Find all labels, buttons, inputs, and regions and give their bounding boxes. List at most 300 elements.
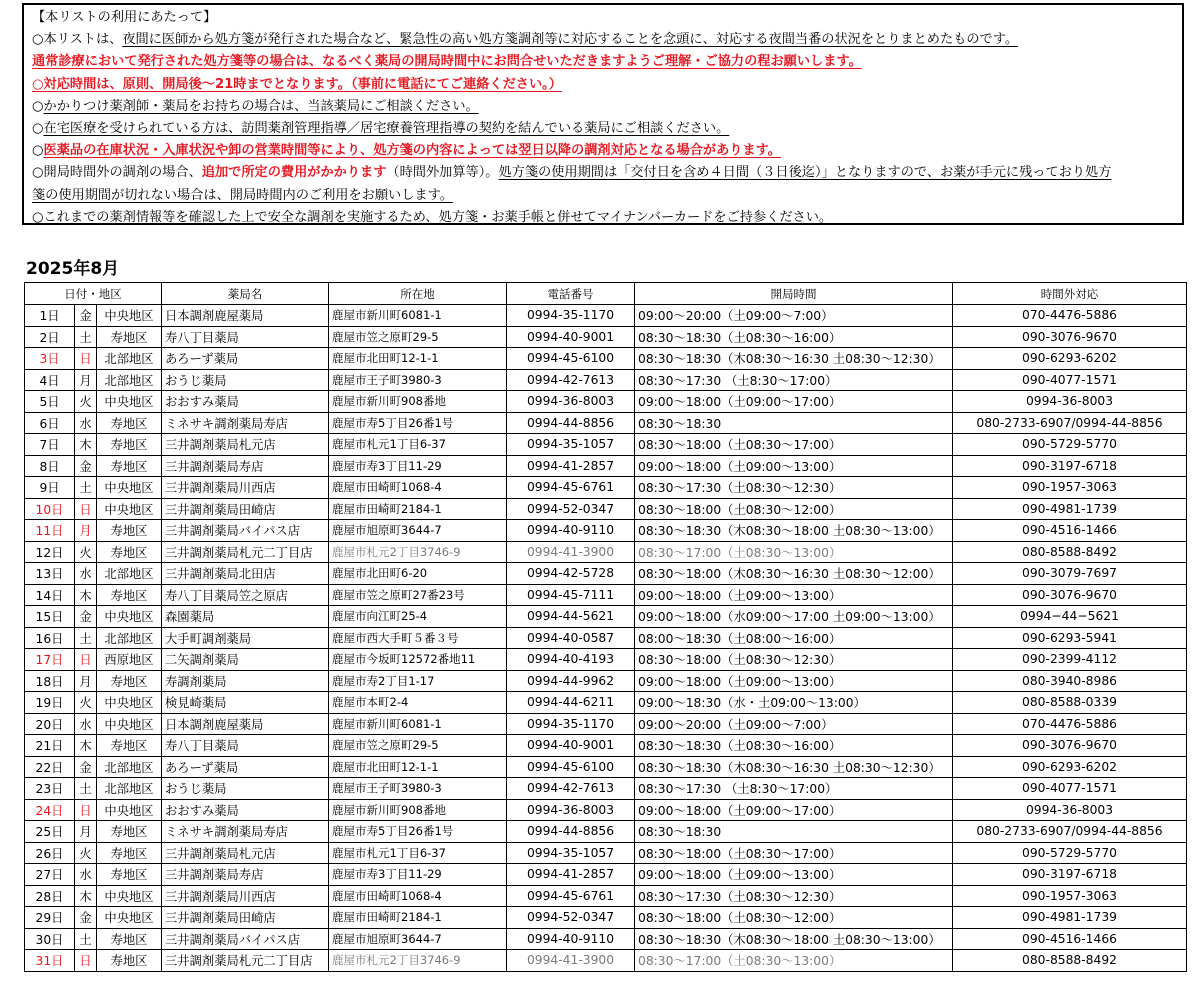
weekday-cell: 日 [75,649,97,671]
notice-text: 処方箋の使用期間は「交付日を含め４日間（３日後迄）」となりますので、お薬が手元に残っており処方 [498,165,1112,181]
address-cell: 鹿屋市北田町12-1-1 [329,348,507,370]
after-hours-cell: 090-3076-9670 [953,584,1187,606]
area-cell: 中央地区 [97,606,162,628]
after-hours-cell: 080-3940-8986 [953,670,1187,692]
hours-cell: 08:30〜17:30 （土8:30〜17:00） [635,369,953,391]
hours-cell: 08:30〜17:00（土08:30〜13:00） [635,950,953,972]
after-hours-cell: 090-4981-1739 [953,907,1187,929]
tel-cell: 0994-35-1170 [507,305,635,327]
after-hours-cell: 090-4077-1571 [953,369,1187,391]
weekday-cell: 水 [75,563,97,585]
pharmacy-name-cell: 三井調剤薬局バイパス店 [162,928,329,950]
table-row [25,520,1187,542]
address-cell: 鹿屋市向江町25-4 [329,606,507,628]
tel-cell: 0994-45-6100 [507,348,635,370]
address-cell: 鹿屋市王子町3980-3 [329,778,507,800]
address-cell: 鹿屋市笠之原町29-5 [329,326,507,348]
weekday-cell: 木 [75,735,97,757]
hours-cell: 08:30〜17:30 （土8:30〜17:00） [635,778,953,800]
tel-cell: 0994-41-3900 [507,950,635,972]
table-row [25,541,1187,563]
weekday-cell: 金 [75,606,97,628]
weekday-cell: 水 [75,412,97,434]
after-hours-cell: 090-4516-1466 [953,928,1187,950]
area-cell: 寿地区 [97,928,162,950]
tel-cell: 0994-41-2857 [507,455,635,477]
address-cell: 鹿屋市新川町908番地 [329,799,507,821]
hours-cell: 08:30〜18:30（木08:30〜18:00 土08:30〜13:00） [635,520,953,542]
hours-cell: 09:00〜18:00（土09:00〜13:00） [635,455,953,477]
tel-cell: 0994-40-9110 [507,520,635,542]
area-cell: 北部地区 [97,756,162,778]
area-cell: 北部地区 [97,369,162,391]
weekday-cell: 日 [75,950,97,972]
date-cell: 4日 [25,369,75,391]
weekday-cell: 月 [75,670,97,692]
tel-cell: 0994-44-9962 [507,670,635,692]
weekday-cell: 火 [75,391,97,413]
tel-cell: 0994-44-8856 [507,412,635,434]
pharmacy-name-cell: 三井調剤薬局札元二丁目店 [162,950,329,972]
address-cell: 鹿屋市寿5丁目26番1号 [329,821,507,843]
address-cell: 鹿屋市本町2-4 [329,692,507,714]
hours-cell: 08:00〜18:30（土08:00〜16:00） [635,627,953,649]
after-hours-cell: 090-5729-5770 [953,842,1187,864]
after-hours-cell: 090-1957-3063 [953,885,1187,907]
notice-line [32,118,1174,140]
notice-text: 通常診療において発行された処方箋等の場合は、なるべく薬局の開局時間中にお問合せいただきますようご理解・ご協力の程お願いします。 [32,54,862,70]
page-title: 2025年8月 [26,259,120,279]
area-cell: 中央地区 [97,713,162,735]
weekday-cell: 金 [75,756,97,778]
after-hours-cell: 080-2733-6907/0994-44-8856 [953,821,1187,843]
weekday-cell: 日 [75,348,97,370]
area-cell: 北部地区 [97,563,162,585]
tel-cell: 0994-35-1170 [507,713,635,735]
address-cell: 鹿屋市北田町12-1-1 [329,756,507,778]
hours-cell: 08:30〜18:30（土08:30〜16:00） [635,326,953,348]
weekday-cell: 火 [75,541,97,563]
hours-cell: 09:00〜20:00（土09:00〜7:00） [635,305,953,327]
address-cell: 鹿屋市新川町908番地 [329,391,507,413]
date-cell: 16日 [25,627,75,649]
pharmacy-name-cell: 寿調剤薬局 [162,670,329,692]
pharmacy-name-cell: 三井調剤薬局川西店 [162,477,329,499]
hours-cell: 08:30〜18:30（木08:30〜16:30 土08:30〜12:30） [635,348,953,370]
hours-cell: 08:30〜18:00（土08:30〜12:30） [635,649,953,671]
hours-cell: 08:30〜18:00（木08:30〜16:30 土08:30〜12:00） [635,563,953,585]
address-cell: 鹿屋市寿5丁目26番1号 [329,412,507,434]
tel-cell: 0994-41-2857 [507,864,635,886]
weekday-cell: 水 [75,713,97,735]
after-hours-cell: 090-6293-5941 [953,627,1187,649]
pharmacy-name-cell: 三井調剤薬局川西店 [162,885,329,907]
tel-cell: 0994-45-6100 [507,756,635,778]
hours-cell: 08:30〜17:30（土08:30〜12:30） [635,885,953,907]
date-cell: 20日 [25,713,75,735]
table-row [25,885,1187,907]
tel-cell: 0994-52-0347 [507,907,635,929]
date-cell: 17日 [25,649,75,671]
notice-text: ○これまでの薬剤情報等を確認した上で安全な調剤を実施するため、処方箋・お薬手帳と併せてマイナンバーカードをご持参ください。 [32,209,833,225]
pharmacy-name-cell: 二矢調剤薬局 [162,649,329,671]
pharmacy-name-cell: おうじ薬局 [162,369,329,391]
after-hours-cell: 070-4476-5886 [953,713,1187,735]
table-row [25,305,1187,327]
date-cell: 30日 [25,928,75,950]
address-cell: 鹿屋市笠之原町27番23号 [329,584,507,606]
area-cell: 中央地区 [97,391,162,413]
tel-cell: 0994-42-7613 [507,369,635,391]
notice-line [32,29,1174,51]
weekday-cell: 日 [75,799,97,821]
after-hours-cell: 080-8588-0339 [953,692,1187,714]
weekday-cell: 金 [75,305,97,327]
date-cell: 12日 [25,541,75,563]
address-cell: 鹿屋市田崎町2184-1 [329,907,507,929]
after-hours-cell: 070-4476-5886 [953,305,1187,327]
weekday-cell: 土 [75,326,97,348]
pharmacy-name-cell: 三井調剤薬局北田店 [162,563,329,585]
tel-cell: 0994-45-7111 [507,584,635,606]
pharmacy-name-cell: ミネサキ調剤薬局寿店 [162,412,329,434]
pharmacy-name-cell: 森園薬局 [162,606,329,628]
hours-cell: 09:00〜18:00（土09:00〜17:00） [635,799,953,821]
date-cell: 1日 [25,305,75,327]
notice-line [32,96,1174,118]
notice-text: かかりつけ薬剤師・薬局をお持ちの場合は、当該薬局にご相談ください。 [43,98,479,114]
tel-cell: 0994-40-9110 [507,928,635,950]
notice-line [32,74,1174,96]
after-hours-cell: 090-4981-1739 [953,498,1187,520]
pharmacy-name-cell: ミネサキ調剤薬局寿店 [162,821,329,843]
pharmacy-name-cell: 三井調剤薬局札元店 [162,842,329,864]
tel-cell: 0994-45-6761 [507,477,635,499]
tel-cell: 0994-45-6761 [507,885,635,907]
pharmacy-name-cell: おおすみ薬局 [162,799,329,821]
notice-text: ○本リストは、 [32,32,123,48]
notice-text: （時間外加算等）。 [386,165,499,181]
date-cell: 21日 [25,735,75,757]
weekday-cell: 火 [75,842,97,864]
address-cell: 鹿屋市新川町6081-1 [329,305,507,327]
area-cell: 中央地区 [97,799,162,821]
table-row [25,649,1187,671]
tel-cell: 0994-40-9001 [507,326,635,348]
address-cell: 鹿屋市新川町6081-1 [329,713,507,735]
date-cell: 18日 [25,670,75,692]
hours-cell: 08:30〜18:30（木08:30〜16:30 土08:30〜12:30） [635,756,953,778]
date-cell: 22日 [25,756,75,778]
date-cell: 24日 [25,799,75,821]
pharmacy-name-cell: 寿八丁目薬局 [162,326,329,348]
area-cell: 中央地区 [97,305,162,327]
table-row [25,692,1187,714]
after-hours-cell: 090-5729-5770 [953,434,1187,456]
pharmacy-name-cell: 三井調剤薬局田崎店 [162,907,329,929]
table-row [25,778,1187,800]
area-cell: 寿地区 [97,950,162,972]
table-row [25,369,1187,391]
weekday-cell: 月 [75,369,97,391]
after-hours-cell: 090-3197-6718 [953,455,1187,477]
notice-line [32,185,1174,207]
pharmacy-name-cell: おおすみ薬局 [162,391,329,413]
address-cell: 鹿屋市寿3丁目11-29 [329,864,507,886]
table-row [25,455,1187,477]
date-cell: 23日 [25,778,75,800]
address-cell: 鹿屋市田崎町2184-1 [329,498,507,520]
after-hours-cell: 080-2733-6907/0994-44-8856 [953,412,1187,434]
notice-text: 在宅医療を受けられている方は、訪問薬剤管理指導／居宅療養管理指導の契約を結んでいる薬局にご相談ください。 [43,121,730,137]
weekday-cell: 土 [75,928,97,950]
table-row [25,412,1187,434]
date-cell: 19日 [25,692,75,714]
hours-cell: 08:30〜18:00（土08:30〜17:00） [635,842,953,864]
notice-text: 夜間に医師から処方箋が発行された場合など、緊急性の高い処方箋調剤等に対応することを念頭に、対応する夜間当番の状況をとりまとめたものです。 [122,32,1019,48]
notice-line [32,140,1174,162]
tel-cell: 0994-40-9001 [507,735,635,757]
pharmacy-name-cell: 検見崎薬局 [162,692,329,714]
table-row [25,842,1187,864]
address-cell: 鹿屋市田崎町1068-4 [329,477,507,499]
header-name: 薬局名 [162,283,329,305]
pharmacy-name-cell: 寿八丁目薬局笠之原店 [162,584,329,606]
area-cell: 寿地区 [97,864,162,886]
area-cell: 中央地区 [97,907,162,929]
weekday-cell: 日 [75,498,97,520]
address-cell: 鹿屋市北田町6-20 [329,563,507,585]
area-cell: 寿地区 [97,584,162,606]
table-row [25,498,1187,520]
after-hours-cell: 080-8588-8492 [953,541,1187,563]
weekday-cell: 月 [75,520,97,542]
date-cell: 25日 [25,821,75,843]
after-hours-cell: 090-3076-9670 [953,326,1187,348]
table-row [25,563,1187,585]
hours-cell: 08:30〜17:00（土08:30〜13:00） [635,541,953,563]
address-cell: 鹿屋市寿3丁目11-29 [329,455,507,477]
tel-cell: 0994-36-8003 [507,799,635,821]
pharmacy-name-cell: 大手町調剤薬局 [162,627,329,649]
date-cell: 11日 [25,520,75,542]
weekday-cell: 土 [75,627,97,649]
table-header-row [25,283,1187,305]
date-cell: 8日 [25,455,75,477]
notice-line [32,207,1174,229]
address-cell: 鹿屋市西大手町５番３号 [329,627,507,649]
area-cell: 中央地区 [97,692,162,714]
hours-cell: 08:30〜18:00（土08:30〜12:00） [635,907,953,929]
weekday-cell: 木 [75,885,97,907]
date-cell: 7日 [25,434,75,456]
notice-text: ○ [32,121,44,137]
weekday-cell: 土 [75,778,97,800]
after-hours-cell: 090-3197-6718 [953,864,1187,886]
pharmacy-name-cell: 日本調剤鹿屋薬局 [162,305,329,327]
after-hours-cell: 090-4516-1466 [953,520,1187,542]
hours-cell: 08:30〜18:00（土08:30〜17:00） [635,434,953,456]
after-hours-cell: 080-8588-8492 [953,950,1187,972]
table-row [25,907,1187,929]
hours-cell: 08:30〜18:30 [635,412,953,434]
area-cell: 西原地区 [97,649,162,671]
table-row [25,756,1187,778]
weekday-cell: 木 [75,584,97,606]
tel-cell: 0994-40-0587 [507,627,635,649]
date-cell: 26日 [25,842,75,864]
after-hours-cell: 090-1957-3063 [953,477,1187,499]
area-cell: 中央地区 [97,477,162,499]
address-cell: 鹿屋市寿2丁目1-17 [329,670,507,692]
date-cell: 5日 [25,391,75,413]
notice-text: ○対応時間は、原則、開局後〜21時までとなります。（事前に電話にてご連絡ください。） [32,76,562,92]
pharmacy-name-cell: 三井調剤薬局寿店 [162,455,329,477]
address-cell: 鹿屋市今坂町12572番地11 [329,649,507,671]
weekday-cell: 水 [75,864,97,886]
notice-line [32,162,1174,184]
table-row [25,606,1187,628]
hours-cell: 09:00〜18:30（水・土09:00〜13:00） [635,692,953,714]
table-row [25,799,1187,821]
date-cell: 27日 [25,864,75,886]
address-cell: 鹿屋市笠之原町29-5 [329,735,507,757]
tel-cell: 0994-44-6211 [507,692,635,714]
date-cell: 14日 [25,584,75,606]
tel-cell: 0994-40-4193 [507,649,635,671]
tel-cell: 0994-44-5621 [507,606,635,628]
pharmacy-name-cell: 寿八丁目薬局 [162,735,329,757]
hours-cell: 09:00〜18:00（土09:00〜13:00） [635,670,953,692]
hours-cell: 09:00〜18:00（土09:00〜13:00） [635,864,953,886]
area-cell: 寿地区 [97,412,162,434]
address-cell: 鹿屋市札元2丁目3746-9 [329,950,507,972]
after-hours-cell: 0994-36-8003 [953,391,1187,413]
header-after-hours: 時間外対応 [953,283,1187,305]
area-cell: 寿地区 [97,821,162,843]
hours-cell: 09:00〜18:00（水09:00〜17:00 土09:00〜13:00） [635,606,953,628]
table-row [25,348,1187,370]
after-hours-cell: 090-4077-1571 [953,778,1187,800]
weekday-cell: 月 [75,821,97,843]
notice-line [32,7,1174,29]
header-date-area: 日付・地区 [25,283,162,305]
address-cell: 鹿屋市王子町3980-3 [329,369,507,391]
pharmacy-name-cell: あろーず薬局 [162,756,329,778]
table-row [25,391,1187,413]
table-row [25,477,1187,499]
area-cell: 寿地区 [97,434,162,456]
hours-cell: 08:30〜18:30 [635,821,953,843]
table-row [25,864,1187,886]
table-row [25,735,1187,757]
area-cell: 北部地区 [97,627,162,649]
date-cell: 29日 [25,907,75,929]
area-cell: 北部地区 [97,778,162,800]
tel-cell: 0994-52-0347 [507,498,635,520]
notice-text: ○ [32,98,44,114]
tel-cell: 0994-44-8856 [507,821,635,843]
hours-cell: 09:00〜20:00（土09:00〜7:00） [635,713,953,735]
address-cell: 鹿屋市札元1丁目6-37 [329,434,507,456]
weekday-cell: 土 [75,477,97,499]
weekday-cell: 金 [75,455,97,477]
address-cell: 鹿屋市旭原町3644-7 [329,520,507,542]
date-cell: 10日 [25,498,75,520]
table-row [25,326,1187,348]
table-row [25,821,1187,843]
table-row [25,950,1187,972]
hours-cell: 08:30〜18:00（土08:30〜12:00） [635,498,953,520]
table-row [25,434,1187,456]
date-cell: 28日 [25,885,75,907]
hours-cell: 09:00〜18:00（土09:00〜17:00） [635,391,953,413]
weekday-cell: 火 [75,692,97,714]
hours-cell: 08:30〜18:30（土08:30〜16:00） [635,735,953,757]
table-row [25,670,1187,692]
tel-cell: 0994-35-1057 [507,434,635,456]
area-cell: 寿地区 [97,670,162,692]
table-row [25,627,1187,649]
duty-pharmacy-table [24,282,1187,972]
date-cell: 2日 [25,326,75,348]
area-cell: 寿地区 [97,455,162,477]
date-cell: 6日 [25,412,75,434]
area-cell: 寿地区 [97,842,162,864]
address-cell: 鹿屋市札元1丁目6-37 [329,842,507,864]
notice-text: ○ [32,143,44,159]
pharmacy-name-cell: 三井調剤薬局バイパス店 [162,520,329,542]
area-cell: 中央地区 [97,885,162,907]
date-cell: 9日 [25,477,75,499]
date-cell: 3日 [25,348,75,370]
pharmacy-name-cell: 三井調剤薬局寿店 [162,864,329,886]
after-hours-cell: 0994-36-8003 [953,799,1187,821]
area-cell: 寿地区 [97,735,162,757]
pharmacy-name-cell: 三井調剤薬局札元二丁目店 [162,541,329,563]
address-cell: 鹿屋市旭原町3644-7 [329,928,507,950]
after-hours-cell: 090-6293-6202 [953,756,1187,778]
weekday-cell: 木 [75,434,97,456]
area-cell: 中央地区 [97,498,162,520]
tel-cell: 0994-42-5728 [507,563,635,585]
area-cell: 寿地区 [97,520,162,542]
address-cell: 鹿屋市札元2丁目3746-9 [329,541,507,563]
after-hours-cell: 0994−44−5621 [953,606,1187,628]
tel-cell: 0994-41-3900 [507,541,635,563]
pharmacy-name-cell: 三井調剤薬局田崎店 [162,498,329,520]
notice-text: 医薬品の在庫状況・入庫状況や卸の営業時間等により、処方箋の内容によっては翌日以降の調剤対応となる場合があります。 [43,143,781,159]
pharmacy-name-cell: 日本調剤鹿屋薬局 [162,713,329,735]
notice-text: 箋の使用期間が切れない場合は、開局時間内のご利用をお願いします。 [32,187,453,203]
tel-cell: 0994-36-8003 [507,391,635,413]
table-row [25,928,1187,950]
area-cell: 寿地区 [97,541,162,563]
area-cell: 北部地区 [97,348,162,370]
date-cell: 31日 [25,950,75,972]
hours-cell: 08:30〜18:30（木08:30〜18:00 土08:30〜13:00） [635,928,953,950]
table-row [25,584,1187,606]
notice-text: 追加で所定の費用がかかります [201,165,387,181]
notice-line [32,51,1174,73]
area-cell: 寿地区 [97,326,162,348]
header-tel: 電話番号 [507,283,635,305]
tel-cell: 0994-35-1057 [507,842,635,864]
header-hours: 開局時間 [635,283,953,305]
date-cell: 13日 [25,563,75,585]
hours-cell: 09:00〜18:00（土09:00〜13:00） [635,584,953,606]
tel-cell: 0994-42-7613 [507,778,635,800]
